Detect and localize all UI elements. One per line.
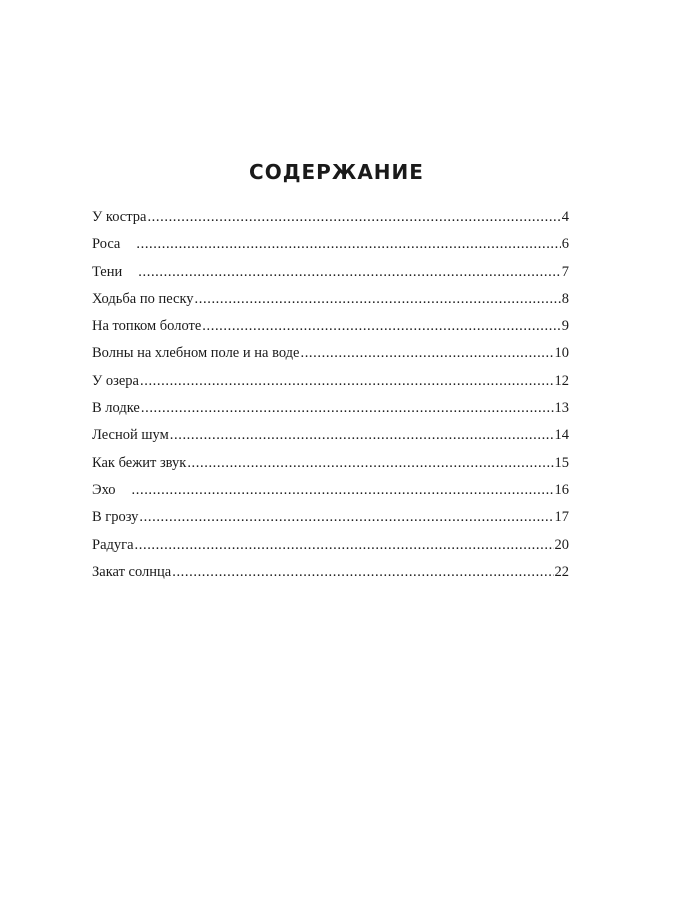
toc-entry [92, 209, 569, 236]
toc-entry-title: Эхо [92, 481, 116, 498]
toc-entry-page: 13 [554, 400, 569, 417]
dot-leader [195, 291, 561, 308]
toc-entry-title: Тени [92, 263, 123, 280]
toc-entry-title: Лесной шум [92, 427, 169, 444]
toc-entry-title: Ходьба по песку [92, 290, 194, 307]
toc-entry-title: У озера [92, 372, 139, 389]
toc-entry [92, 564, 569, 591]
table-of-contents [92, 209, 569, 591]
dot-leader [139, 509, 553, 526]
toc-entry [92, 291, 569, 318]
toc-entry-title: Роса [92, 236, 121, 253]
toc-entry-title: В лодке [92, 400, 140, 417]
dot-leader [202, 318, 560, 335]
dot-leader [187, 455, 553, 472]
toc-entry [92, 482, 569, 509]
toc-entry-page: 20 [554, 536, 569, 553]
toc-entry-page: 7 [561, 263, 569, 280]
toc-entry-title: Радуга [92, 536, 134, 553]
toc-entry-title: В грозу [92, 509, 139, 526]
toc-entry [92, 318, 569, 345]
toc-entry-page: 6 [561, 236, 569, 253]
toc-entry-page: 8 [561, 290, 569, 307]
toc-entry [92, 509, 569, 536]
toc-entry [92, 455, 569, 482]
dot-leader [172, 564, 553, 581]
toc-entry-page: 10 [554, 345, 569, 362]
dot-leader [141, 400, 554, 417]
toc-entry-page: 12 [554, 372, 569, 389]
toc-entry [92, 537, 569, 564]
dot-leader [132, 482, 554, 499]
dot-leader [140, 373, 554, 390]
toc-entry-page: 15 [554, 454, 569, 471]
toc-entry-page: 14 [554, 427, 569, 444]
toc-entry [92, 264, 569, 291]
dot-leader [170, 427, 554, 444]
dot-leader [135, 537, 554, 554]
dot-leader [138, 264, 560, 281]
toc-entry [92, 345, 569, 372]
toc-entry-page: 4 [561, 209, 569, 225]
toc-entry-page: 16 [554, 481, 569, 498]
toc-entry [92, 236, 569, 263]
toc-entry-title: Как бежит звук [92, 454, 187, 471]
toc-entry [92, 373, 569, 400]
dot-leader [300, 345, 553, 362]
toc-entry-page: 17 [554, 509, 569, 526]
toc-entry [92, 427, 569, 454]
toc-entry-page: 22 [554, 563, 569, 580]
page-title: СОДЕРЖАНИЕ [249, 160, 424, 184]
toc-entry-title: На топком болоте [92, 318, 202, 335]
toc-entry-title: У костра [92, 209, 147, 225]
toc-entry [92, 400, 569, 427]
toc-entry-title: Закат солнца [92, 563, 172, 580]
dot-leader [136, 236, 560, 253]
dot-leader [147, 209, 560, 226]
toc-entry-page: 9 [561, 318, 569, 335]
toc-entry-title: Волны на хлебном поле и на воде [92, 345, 300, 362]
